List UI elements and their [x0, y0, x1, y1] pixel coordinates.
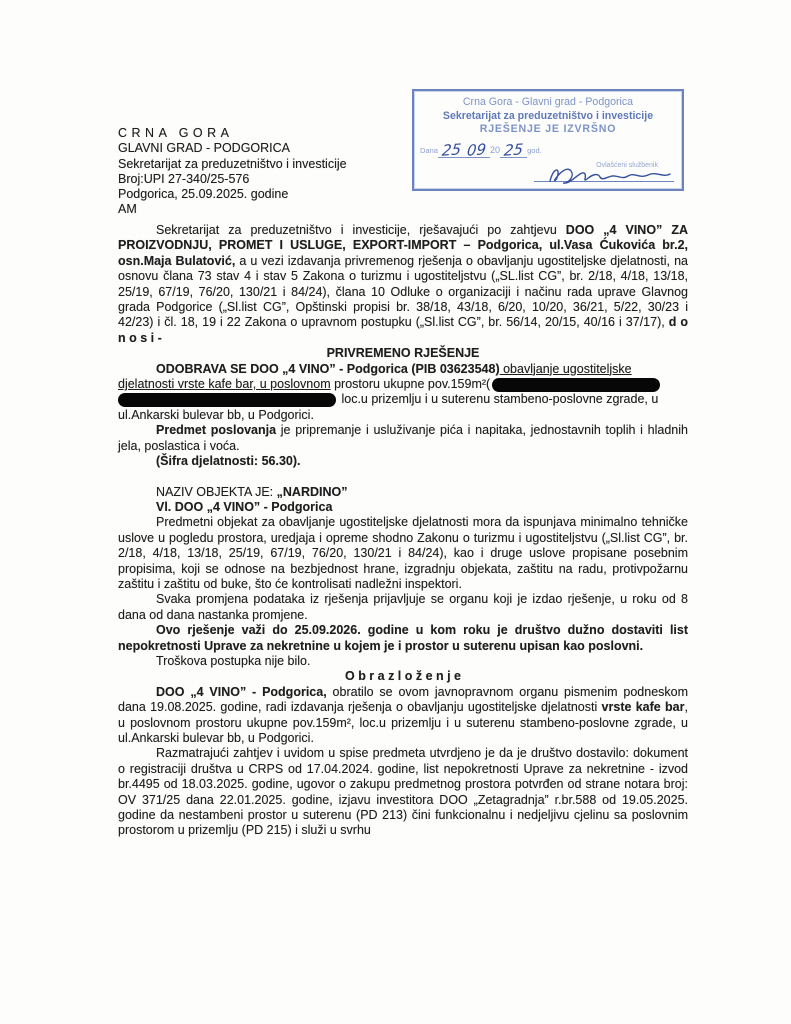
letterhead	[118, 126, 347, 218]
facility-owner-line: Vl. DOO „4 VINO” - Podgorica	[156, 499, 333, 514]
explanation-paragraph-2: Razmatrajući zahtjev i uvidom u spise predmeta utvrdjeno je da je društvo dostavilo: dokument o registraciji društva u CRPS od 17.04.2024. godine, list nepokretnosti Uprave za nekretnine - izvod br.4495 od 18.03.2025. godine, ugovor o zakupu predmetnog prostora potvrđen od strane notara broj: OV 371/25 dana 22.01.2025. godine, izjavu investitora DOO „Zetagradnja” r.br.588 od 19.05.2025. godine da nestambeni prostor u suterenu (PD 213) čini funkcionalnu i nedjeljivu cjelinu sa poslovnim prostorom u prizemlju (PD 215) i služi u svrhu	[118, 746, 688, 838]
stamp-date-label: Dana	[420, 146, 438, 155]
letterhead-department: Sekretarijat za preduzetništvo i investicije	[118, 156, 347, 171]
stamp-year-prefix: 20	[490, 145, 501, 155]
facility-name-label: NAZIV OBJEKTA JE:	[156, 484, 277, 499]
approval-line-2	[118, 377, 688, 392]
bar-type-run: vrste kafe bar	[601, 700, 685, 715]
decision-title: PRIVREMENO RJEŠENJE	[326, 346, 480, 361]
document-body	[118, 223, 688, 839]
approval-underline-run-1: obavljanje ugostiteljske	[499, 361, 632, 376]
approval-line-4: ul.Ankarski bulevar bb, u Podgorici.	[118, 407, 314, 422]
business-subject-text: je pripremanje i usluživanje pića i napitaka, jednostavnih toplih i hladnih jela, poslastica i voća.	[118, 423, 688, 453]
stamp-date-row	[420, 140, 676, 158]
activity-code-line: (Šifra djelatnosti: 56.30).	[156, 454, 301, 469]
stamp-hand-month: 09	[465, 139, 487, 160]
execution-stamp	[412, 89, 684, 191]
facility-name-block	[118, 485, 688, 516]
stamp-date-suffix: god.	[527, 146, 542, 155]
request-text-run: obratilo se ovom javnopravnom organu pismenim podneskom dana 19.08.2025. godine, radi izdavanja rješenja o obavljanju ugostiteljske djelatnosti	[118, 684, 689, 715]
approval-underline-run-2: djelatnosti vrste kafe bar, u poslovnom	[118, 377, 331, 392]
change-notice-paragraph: Svaka promjena podataka iz rješenja prijavljuje se organu koji je izdao rješenje, u roku od 8 dana od dana nastanka promjene.	[118, 592, 688, 622]
approval-bold-run: ODOBRAVA SE DOO „4 VINO” - Podgorica (PIB 03623548)	[156, 361, 500, 376]
letterhead-case-number: Broj:UPI 27-340/25-576	[118, 171, 250, 186]
letterhead-place-date: Podgorica, 25.09.2025. godine	[118, 187, 289, 202]
approval-line-3	[118, 392, 688, 407]
legal-basis-run: a u vezi izdavanja privremenog rješenja o obavljanju ugostiteljske djelatnosti, na osnovu člana 73 stav 4 i stav 5 Zakona o turizmu i ugostiteljstvu („SL.list CG”, br. 2/18, 4/18, 13/18, 25/19, 67/19, 76/20, 130/21 i 84/24), člana 10 Odluke o organizaciji i načinu rada uprave Glavnog grada Podgorice („Sl.list CG”, Opštinski propisi br. 38/18, 43/18, 6/20, 10/20, 36/21, 5/22, 30/23 i 42/23) i čl. 18, 19 i 22 Zakona o upravnom postupku („Sl.list CG”, br. 56/14, 20/15, 40/16 i 37/17),	[118, 253, 688, 330]
stamp-secretariat-line: Sekretarijat za preduzetništvo i investicije	[442, 109, 654, 122]
stamp-officer-label: Ovlašćeni službenik	[596, 161, 658, 169]
facility-name-line	[156, 485, 688, 500]
approval-location-run: loc.u prizemlju i u suterenu stambeno-poslovne zgrade, u	[338, 392, 659, 407]
explanation-title: O b r a z l o ž e n j e	[345, 669, 461, 684]
business-subject-paragraph	[118, 423, 688, 454]
stamp-hand-year: 25	[503, 139, 525, 160]
explanation-paragraph-1	[118, 685, 688, 747]
intro-paragraph	[118, 223, 688, 346]
letterhead-initials: AM	[118, 202, 137, 217]
stamp-org-line: Crna Gora - Glavni grad - Podgorica	[462, 96, 634, 108]
letterhead-city: GLAVNI GRAD - PODGORICA	[118, 141, 291, 156]
applicant-name: DOO „4 VINO” ZA PROIZVODNJU, PROMET I USLUGE, EXPORT-IMPORT – Podgorica, ul.Vasa Ćukovića br.2, osn.Maja Bulatović,	[118, 223, 688, 268]
technical-conditions-paragraph: Predmetni objekat za obavljanje ugostiteljske djelatnosti mora da ispunjava minimalno tehničke uslove u pogledu prostora, uredjaja i opreme shodno Zakonu o turizmu i ugostiteljstvu („Sl.list CG”, br. 2/18, 4/18, 13/18, 25/19, 67/19, 76/20, 130/21 i 84/24), kao i druge uslove propisane posebnim propisima, koji se odnose na bezbjednost hrane, izgradnju objekata, zaštitu na radu, protivpožarnu zaštitu i zaštitu od buke, što će kontrolisati nadležni inspektori.	[118, 515, 688, 591]
facility-name-value: „NARDINO”	[276, 484, 348, 499]
stamp-status-line: RJEŠENJE JE IZVRŠNO	[479, 123, 617, 135]
approval-area-run: prostoru ukupne pov.159m²(	[330, 377, 491, 392]
validity-paragraph: Ovo rješenje važi do 25.09.2026. godine u kom roku je društvo dužno dostaviti list nepokretnosti Uprave za nekretnine u kojem je i prostor u suterenu upisan kao poslovni.	[118, 623, 688, 653]
costs-line: Troškova postupka nije bilo.	[156, 653, 311, 668]
donosi-run: d o n o s i -	[118, 315, 688, 345]
letterhead-country: CRNA GORA	[118, 126, 234, 140]
stamp-hand-year-wrap	[500, 139, 527, 160]
redaction-bar	[492, 378, 660, 392]
redaction-bar	[118, 393, 336, 407]
stamp-handwritten-date	[438, 139, 490, 160]
company-name-run: DOO „4 VINO” - Podgorica,	[156, 684, 327, 699]
approval-line-1	[118, 362, 688, 377]
approval-paragraph	[118, 362, 688, 424]
intro-run: Sekretarijat za preduzetništvo i investicije, rješavajući po zahtjevu	[156, 223, 566, 237]
stamp-hand-day: 25	[441, 139, 462, 160]
premises-text-run: , u poslovnom prostoru ukupne pov.159m², loc.u prizemlju i u suterenu stambeno-poslovne zgrade, u ul.Ankarski bulevar bb, u Podgorici.	[118, 700, 688, 745]
business-subject-label: Predmet poslovanja	[156, 423, 277, 438]
signature-icon	[544, 161, 674, 187]
